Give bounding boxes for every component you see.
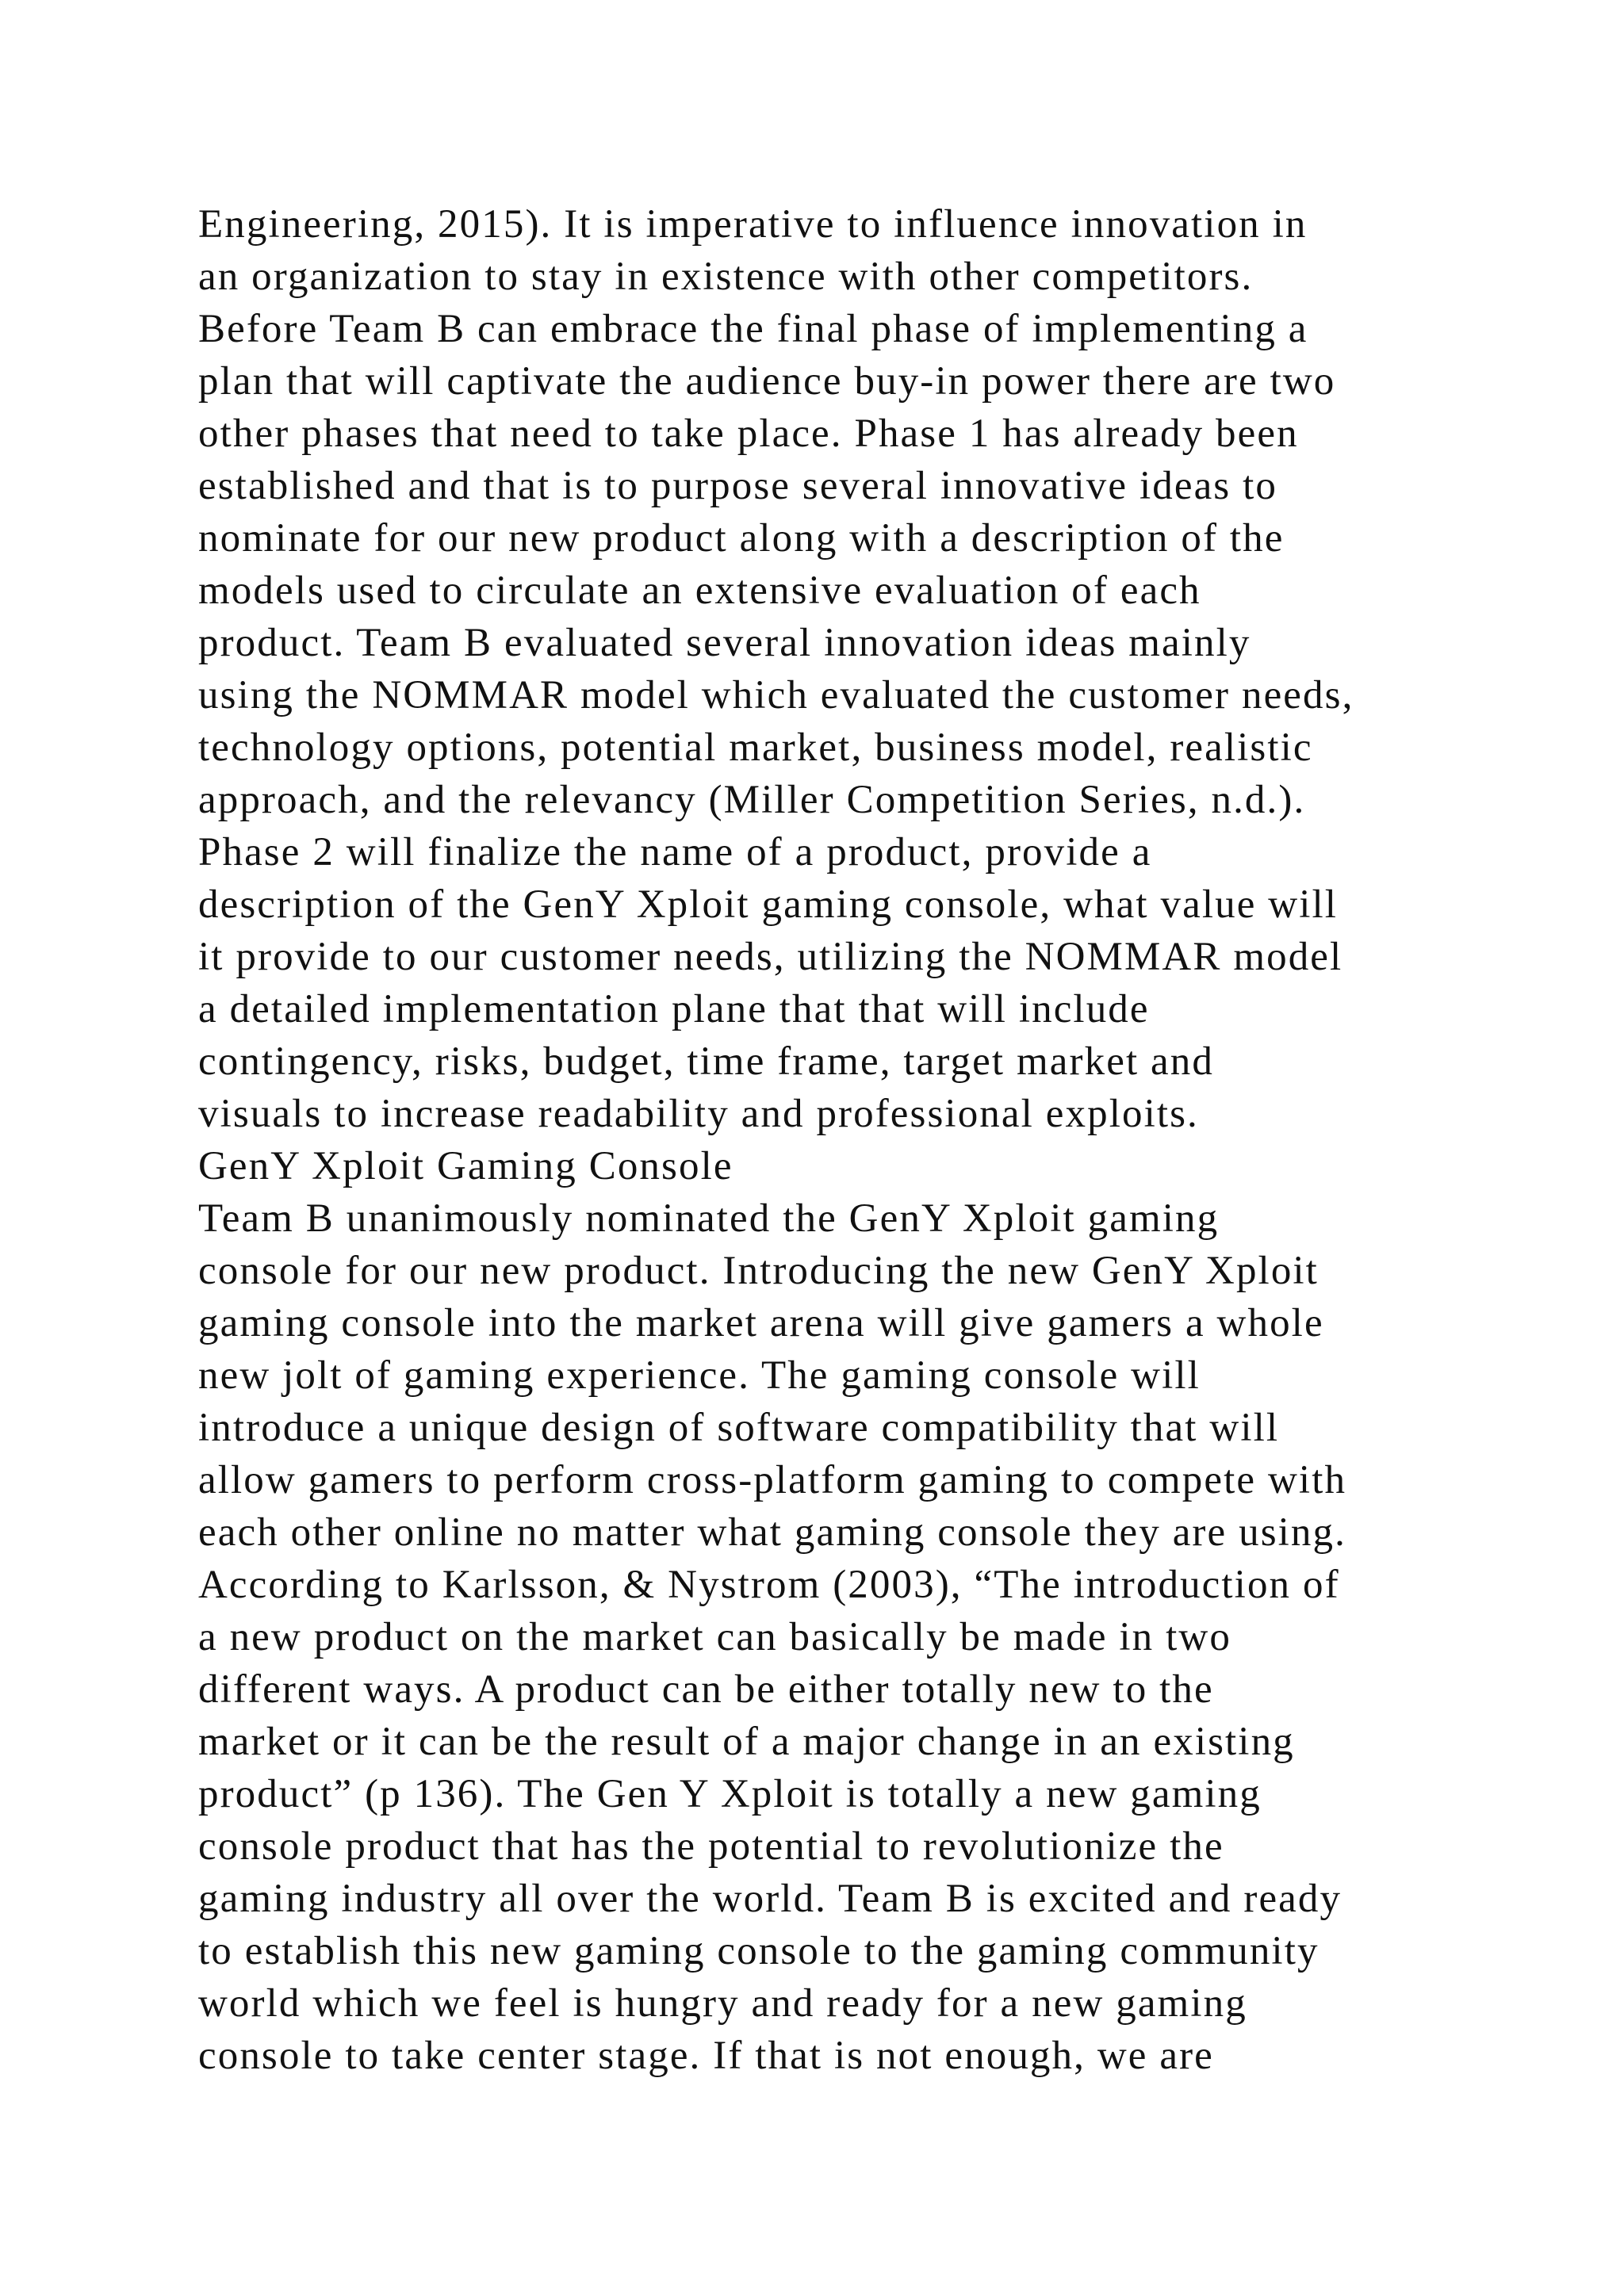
- text-line: each other online no matter what gaming console they are using.: [198, 1510, 1346, 1555]
- text-line: gaming industry all over the world. Team B is excited and ready: [198, 1877, 1342, 1921]
- text-line: console product that has the potential to revolutionize the: [198, 1824, 1224, 1869]
- text-line: a detailed implementation plane that that will include: [198, 987, 1150, 1031]
- text-line: According to Karlsson, & Nystrom (2003), “The introduction of: [198, 1563, 1340, 1607]
- text-line: to establish this new gaming console to the gaming community: [198, 1929, 1320, 1973]
- text-line: approach, and the relevancy (Miller Competition Series, n.d.).: [198, 778, 1306, 822]
- text-line: gaming console into the market arena will give gamers a whole: [198, 1301, 1324, 1345]
- text-line: Before Team B can embrace the final phase of implementing a: [198, 307, 1308, 351]
- text-line: console for our new product. Introducing the new GenY Xploit: [198, 1249, 1319, 1293]
- text-line: description of the GenY Xploit gaming console, what value will: [198, 882, 1339, 927]
- text-line: allow gamers to perform cross-platform gaming to compete with: [198, 1458, 1347, 1502]
- text-line: product” (p 136). The Gen Y Xploit is totally a new gaming: [198, 1772, 1262, 1816]
- text-line: Phase 2 will finalize the name of a product, provide a: [198, 830, 1152, 874]
- text-line: models used to circulate an extensive evaluation of each: [198, 568, 1201, 613]
- text-line: product. Team B evaluated several innovation ideas mainly: [198, 621, 1251, 665]
- text-line: visuals to increase readability and professional exploits.: [198, 1092, 1199, 1136]
- section-heading: GenY Xploit Gaming Console: [198, 1144, 733, 1188]
- text-line: Team B unanimously nominated the GenY Xploit gaming: [198, 1196, 1220, 1241]
- body-text: [198, 198, 1507, 2082]
- text-line: technology options, potential market, business model, realistic: [198, 725, 1313, 770]
- text-line: plan that will captivate the audience buy-in power there are two: [198, 359, 1336, 404]
- text-line: nominate for our new product along with a description of the: [198, 516, 1285, 561]
- text-line: world which we feel is hungry and ready for a new gaming: [198, 1981, 1247, 2026]
- text-line: market or it can be the result of a major change in an existing: [198, 1720, 1295, 1764]
- text-line: different ways. A product can be either totally new to the: [198, 1667, 1214, 1712]
- text-line: established and that is to purpose several innovative ideas to: [198, 464, 1277, 508]
- text-line: new jolt of gaming experience. The gaming console will: [198, 1353, 1201, 1398]
- text-line: introduce a unique design of software compatibility that will: [198, 1406, 1280, 1450]
- text-line: a new product on the market can basically be made in two: [198, 1615, 1231, 1659]
- text-line: it provide to our customer needs, utilizing the NOMMAR model: [198, 935, 1343, 979]
- text-line: Engineering, 2015). It is imperative to influence innovation in: [198, 202, 1308, 247]
- text-line: using the NOMMAR model which evaluated the customer needs,: [198, 673, 1354, 718]
- text-line: an organization to stay in existence with other competitors.: [198, 254, 1254, 299]
- text-line: other phases that need to take place. Phase 1 has already been: [198, 411, 1299, 456]
- text-line: contingency, risks, budget, time frame, target market and: [198, 1039, 1214, 1084]
- text-line: console to take center stage. If that is not enough, we are: [198, 2034, 1214, 2078]
